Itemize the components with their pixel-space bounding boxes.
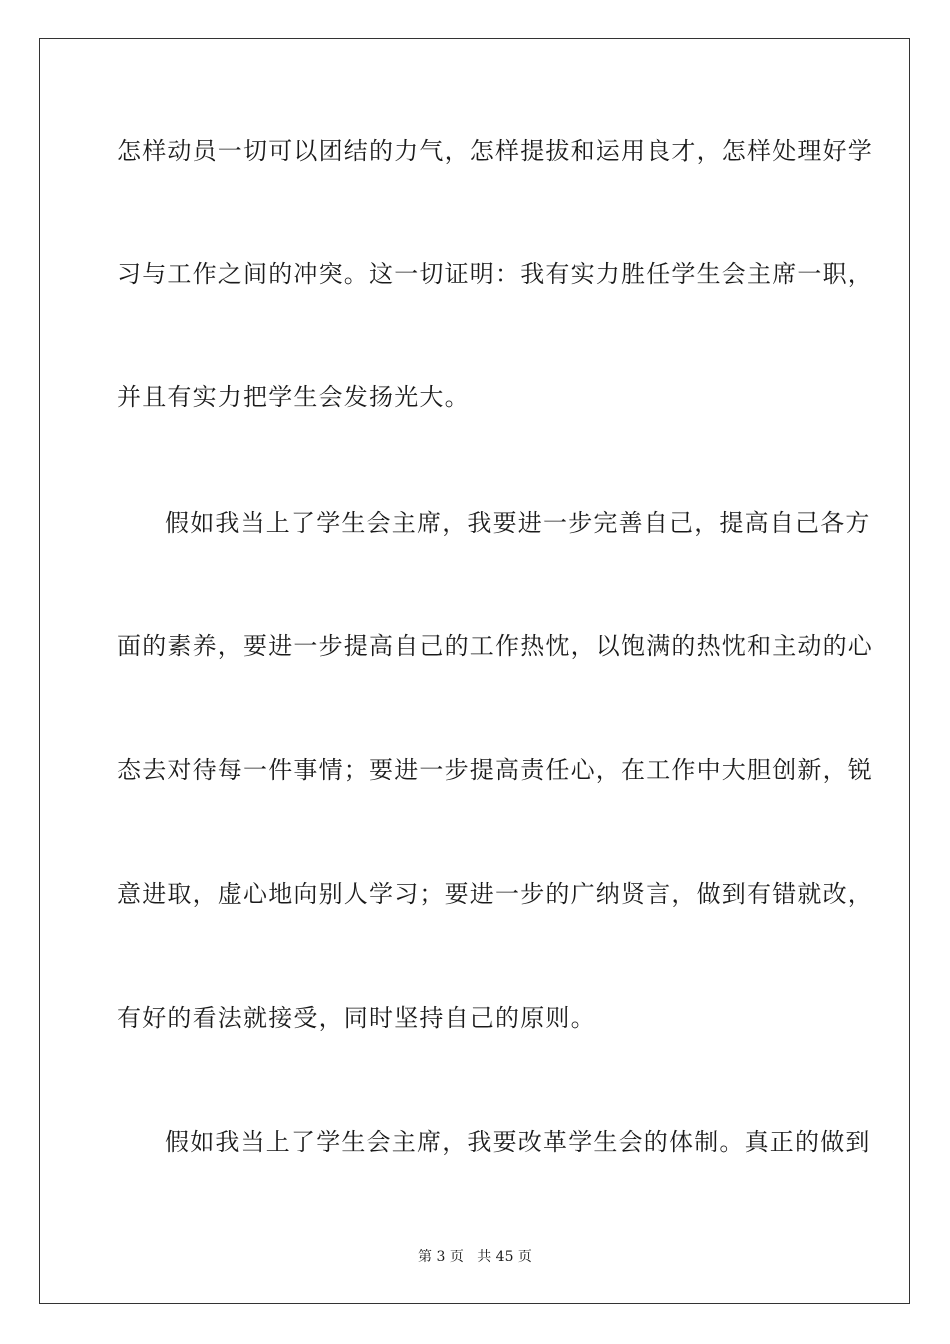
text-line: 面的素养，要进一步提高自己的工作热忱，以饱满的热忱和主动的心 bbox=[117, 632, 873, 660]
text-line: 习与工作之间的冲突。这一切证明：我有实力胜任学生会主席一职， bbox=[117, 260, 873, 288]
page-total: 共 45 页 bbox=[477, 1249, 532, 1265]
text-line: 并且有实力把学生会发扬光大。 bbox=[117, 383, 470, 411]
text-line: 意进取，虚心地向别人学习；要进一步的广纳贤言，做到有错就改， bbox=[117, 880, 873, 908]
page-frame bbox=[39, 38, 910, 1304]
text-line: 怎样动员一切可以团结的力气，怎样提拔和运用良才，怎样处理好学 bbox=[117, 137, 873, 165]
text-line: 态去对待每一件事情；要进一步提高责任心，在工作中大胆创新，锐 bbox=[117, 756, 873, 784]
text-line: 有好的看法就接受，同时坚持自己的原则。 bbox=[117, 1004, 596, 1032]
page-footer bbox=[0, 1248, 950, 1266]
paragraph-start-line: 假如我当上了学生会主席，我要改革学生会的体制。真正的做到 bbox=[165, 1128, 871, 1156]
paragraph-start-line: 假如我当上了学生会主席，我要进一步完善自己，提高自己各方 bbox=[165, 509, 871, 537]
page-number: 第 3 页 bbox=[418, 1249, 464, 1265]
